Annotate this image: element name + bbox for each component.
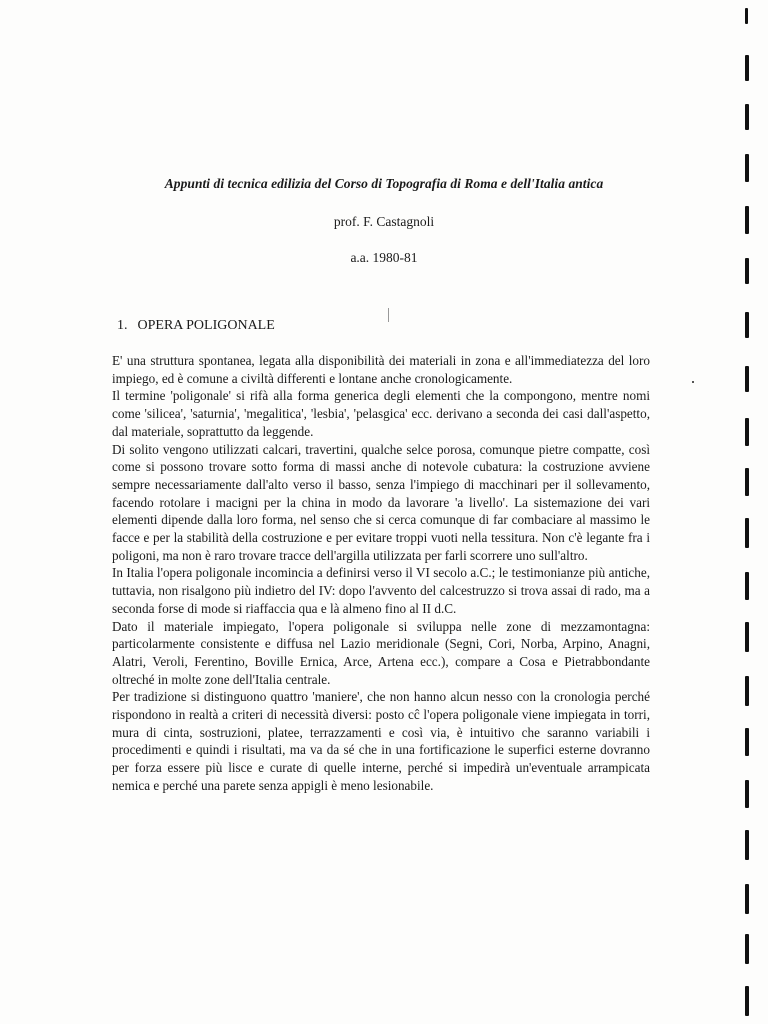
- binding-mark: [745, 830, 749, 860]
- paragraph: Di solito vengono utilizzati calcari, travertini, qualche selce porosa, comunque pietre compatte, così come si possono trovare sotto forma di massi anche di notevole cubatura: la costruzione avviene sempre necessariamente dall'alto verso il basso, senza l'impiego di macchinari per il sollevamento, facendo rotolare i macigni per la china in modo da lavorare 'a livello'. La sistemazione dei vari elementi dipende dalla loro forma, nel senso che si cerca comunque di far combaciare al massimo le facce e per la stabilità della costruzione e per evitare troppi vuoti nella tessitura. Non c'è legante fra i poligoni, ma non è raro trovare tracce dell'argilla utilizzata per farli scorrere uno sull'altro.: [112, 441, 650, 563]
- binding-mark: [745, 780, 749, 808]
- binding-mark: [745, 622, 749, 652]
- paragraph: Per tradizione si distinguono quattro 'maniere', che non hanno alcun nesso con la cronologia perché rispondono in realtà a criteri di necessità diversi: posto cĉ l'opera poligonale viene impiegata in torri, mura di cinta, sostruzioni, platee, terrazzamenti e così via, è intuitivo che saranno variabili i procedimenti e quindi i risultati, ma va da sé che in una fortificazione le superfici esterne dovranno per forza essere più lisce e curate di quelle interne, perché si impedirà un'eventuale arrampicata nemica e perché una parete senza appigli è meno lesionabile.: [112, 689, 650, 793]
- document-author: prof. F. Castagnoli: [333, 214, 435, 229]
- binding-mark: [745, 206, 749, 234]
- section-heading: [117, 318, 275, 334]
- paragraph: Dato il materiale impiegato, l'opera poligonale si sviluppa nelle zone di mezzamontagna: particolarmente consistente e diffusa nel Lazio meridionale (Segni, Cori, Norba, Arpino, Anagni, Alatri, Veroli, Ferentino, Boville Ernica, Arce, Artena ecc.), compare a Cosa e Pietrabbondante oltreché in molte zone dell'Italia centrale.: [112, 618, 650, 687]
- scan-speck: [692, 381, 694, 383]
- binding-mark: [745, 518, 749, 548]
- binding-mark: [745, 418, 749, 446]
- binding-mark: [745, 104, 749, 130]
- paragraph: In Italia l'opera poligonale incomincia a definirsi verso il VI secolo a.C.; le testimonianze più antiche, tuttavia, non risalgono più indietro del IV: dopo l'avvento del calcestruzzo si trova assai di rado, ma a seconda forse di mode si riaffaccia qua e là almeno fino al II d.C.: [112, 565, 650, 616]
- section-number: 1.: [117, 318, 128, 333]
- paragraph: Il termine 'poligonale' si rifà alla forma generica degli elementi che la compongono, mentre nomi come 'silicea', 'saturnia', 'megalitica', 'lesbia', 'pelasgica' ecc. derivano a seconda dei casi dall'aspetto, dal materiale, soprattutto da leggende.: [112, 388, 650, 439]
- binding-mark: [745, 55, 749, 81]
- binding-mark: [745, 934, 749, 964]
- binding-mark: [745, 258, 749, 284]
- document-title: Appunti di tecnica edilizia del Corso di Topografia di Roma e dell'Italia antica: [164, 176, 604, 191]
- binding-mark: [745, 986, 749, 1016]
- academic-year: a.a. 1980-81: [350, 250, 418, 265]
- binding-mark: [745, 676, 749, 706]
- binding-mark: [745, 312, 749, 338]
- binding-mark: [745, 468, 749, 496]
- binding-mark: [745, 728, 749, 756]
- paragraph: E' una struttura spontanea, legata alla disponibilità dei materiali in zona e all'immediatezza del loro impiego, ed è comune a civiltà differenti e lontane anche cronologicamente.: [112, 353, 650, 386]
- binding-mark: [745, 366, 749, 392]
- scan-speck: [388, 308, 389, 322]
- binding-mark: [745, 154, 749, 182]
- section-title: OPERA POLIGONALE: [137, 318, 275, 333]
- binding-mark: [745, 884, 749, 914]
- body-text: [112, 352, 650, 795]
- binding-mark: [745, 572, 749, 600]
- binding-mark: [745, 8, 748, 24]
